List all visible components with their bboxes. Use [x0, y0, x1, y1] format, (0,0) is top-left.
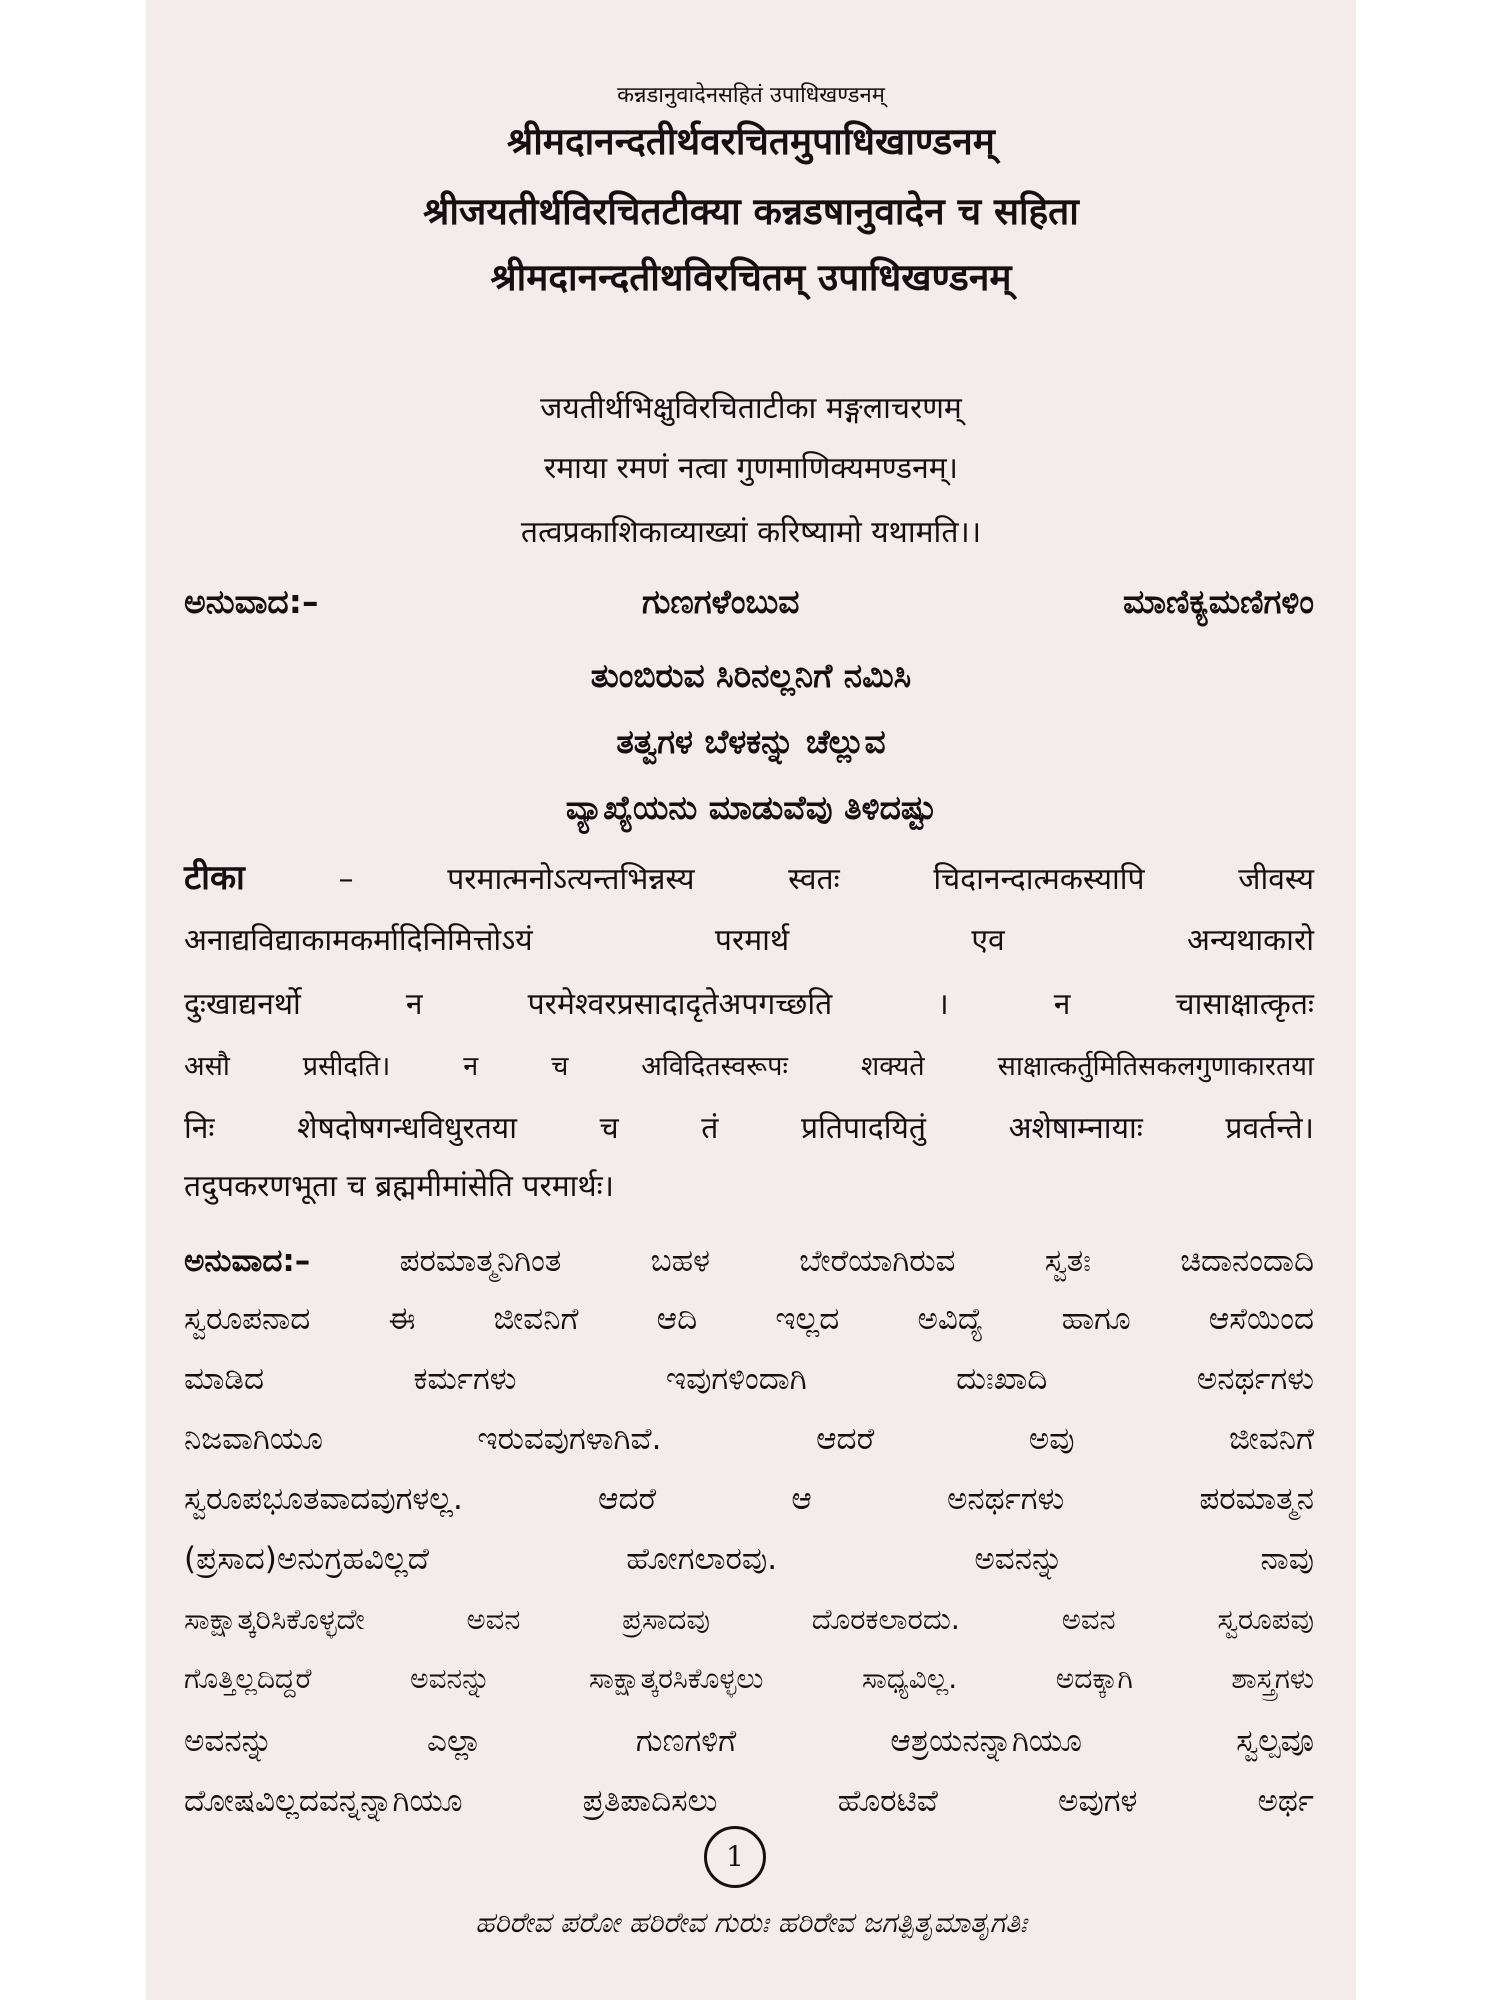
anuvada-verse-first: ಗುಣಗಳೆಂಬುವ ಮಾಣಿಕ್ಯಮಣಿಗಳಿಂ: [641, 582, 1314, 621]
anuvada-verse-line-3: ತತ್ವಗಳ ಬೆಳಕನ್ನು ಚೆಲ್ಲುವ: [616, 722, 886, 761]
anuvada-verse-line-1: [184, 584, 1314, 620]
page-number: 1: [704, 1826, 766, 1888]
anuvada-prose-line-6: (ಪ್ರಸಾದ)ಅನುಗ್ರಹವಿಲ್ಲದೆ ಹೋಗಲಾರವು. ಅವನನ್ನು ನಾವು: [184, 1541, 1314, 1577]
tika-line-2: अनाद्यविद्याकामकर्मादिनिमित्तोऽयं परमार्थ एव अन्यथाकारो: [184, 923, 1314, 958]
tika-line-3: दुःखाद्यनर्थो न परमेश्वरप्रसादादृतेअपगच्छति । न चासाक्षात्कृतः: [184, 987, 1314, 1022]
footer-motto: ಹರಿರೇವ ಪರೋ ಹರಿರೇವ ಗುರುಃ ಹರಿರೇವ ಜಗತ್ಪಿತೃಮಾತೃಗತಿಃ: [475, 1906, 1027, 1939]
anuvada-label: ಅನುವಾದ:–: [184, 582, 319, 621]
title-line-1: श्रीमदानन्दतीर्थवरचितमुपाधिखाण्डनम्: [507, 120, 995, 163]
tika-line-4: असौ प्रसीदति। न च अविदितस्वरूपः शक्यते साक्षात्कर्तुमितिसकलगुणाकारतया: [184, 1051, 1314, 1082]
anuvada-prose-first: ಪರಮಾತ್ಮನಿಗಿಂತ ಬಹಳ ಬೇರೆಯಾಗಿರುವ ಸ್ವತಃ ಚಿದಾನಂದಾದಿ: [310, 1243, 1314, 1279]
anuvada-prose-line-10: ದೋಷವಿಲ್ಲದವನ್ನನ್ನಾಗಿಯೂ ಪ್ರತಿಪಾದಿಸಲು ಹೊರಟಿವೆ ಅವುಗಳ ಅರ್ಥ: [184, 1783, 1314, 1819]
anuvada-prose-label: ಅನುವಾದ:–: [184, 1243, 311, 1279]
anuvada-prose-line-3: ಮಾಡಿದ ಕರ್ಮಗಳು ಇವುಗಳಿಂದಾಗಿ ದುಃಖಾದಿ ಅನರ್ಥಗಳು: [184, 1361, 1314, 1397]
title-line-2: श्रीजयतीर्थविरचितटीक्या कन्नडषानुवादेन च सहिता: [423, 190, 1079, 233]
anuvada-prose-line-9: ಅವನನ್ನು ಎಲ್ಲಾ ಗುಣಗಳಿಗೆ ಆಶ್ರಯನನ್ನಾಗಿಯೂ ಸ್ವಲ್ಪವೂ: [184, 1723, 1314, 1759]
anuvada-prose-line-7: ಸಾಕ್ಷಾತ್ಕರಿಸಿಕೊಳ್ಳದೇ ಅವನ ಪ್ರಸಾದವು ದೊರಕಲಾರದು. ಅವನ ಸ್ವರೂಪವು: [184, 1602, 1314, 1636]
mangala-verse-2: तत्वप्रकाशिकाव्याख्यां करिष्यामो यथामति।।: [520, 515, 982, 550]
running-head: कन्नडानुवादेनसहितं उपाधिखण्डनम्: [617, 83, 885, 108]
anuvada-prose-line-1: [184, 1244, 1314, 1278]
mangala-verse-1: रमाया रमणं नत्वा गुणमाणिक्यमण्डनम्।: [543, 451, 959, 486]
anuvada-prose-line-8: ಗೊತ್ತಿಲ್ಲದಿದ್ದರೆ ಅವನನ್ನು ಸಾಕ್ಷಾತ್ಕರಸಿಕೊಳ್ಳಲು ಸಾಧ್ಯವಿಲ್ಲ. ಅದಕ್ಕಾಗಿ ಶಾಸ್ತ್ರಗಳು: [184, 1662, 1314, 1695]
tika-line-5: निः शेषदोषगन्धविधुरतया च तं प्रतिपादयितुं अशेषाम्नायाः प्रवर्तन्ते।: [184, 1111, 1314, 1146]
anuvada-prose-line-2: ಸ್ವರೂಪನಾದ ಈ ಜೀವನಿಗೆ ಆದಿ ಇಲ್ಲದ ಅವಿದ್ಯೆ ಹಾಗೂ ಆಸೆಯಿಂದ: [184, 1301, 1314, 1337]
title-line-3: श्रीमदानन्दतीथविरचितम् उपाधिखण्डनम्: [490, 256, 1012, 299]
anuvada-prose-line-5: ಸ್ವರೂಪಭೂತವಾದವುಗಳಲ್ಲ. ಆದರೆ ಆ ಅನರ್ಥಗಳು ಪರಮಾತ್ಮನ: [184, 1481, 1314, 1517]
tika-line-1: [184, 860, 1314, 897]
anuvada-verse-line-2: ತುಂಬಿರುವ ಸಿರಿನಲ್ಲನಿಗೆ ನಮಿಸಿ: [590, 656, 912, 695]
tika-first: – परमात्मनोऽत्यन्तभिन्नस्य स्वतः चिदानन्दात्मकस्यापि जीवस्य: [244, 862, 1314, 897]
tika-label: टीका: [184, 858, 245, 898]
tika-line-6: तदुपकरणभूता च ब्रह्ममीमांसेति परमार्थः।: [184, 1169, 615, 1204]
mangala-heading: जयतीर्थभिक्षुविरचिताटीका मङ्गलाचरणम्: [540, 391, 962, 426]
page: [146, 0, 1356, 2000]
anuvada-verse-line-4: ವ್ಯಾಖ್ಯೆಯನು ಮಾಡುವೆವು ತಿಳಿದಷ್ಟು: [565, 788, 937, 827]
anuvada-prose-line-4: ನಿಜವಾಗಿಯೂ ಇರುವವುಗಳಾಗಿವೆ. ಆದರೆ ಅವು ಜೀವನಿಗೆ: [184, 1421, 1314, 1457]
